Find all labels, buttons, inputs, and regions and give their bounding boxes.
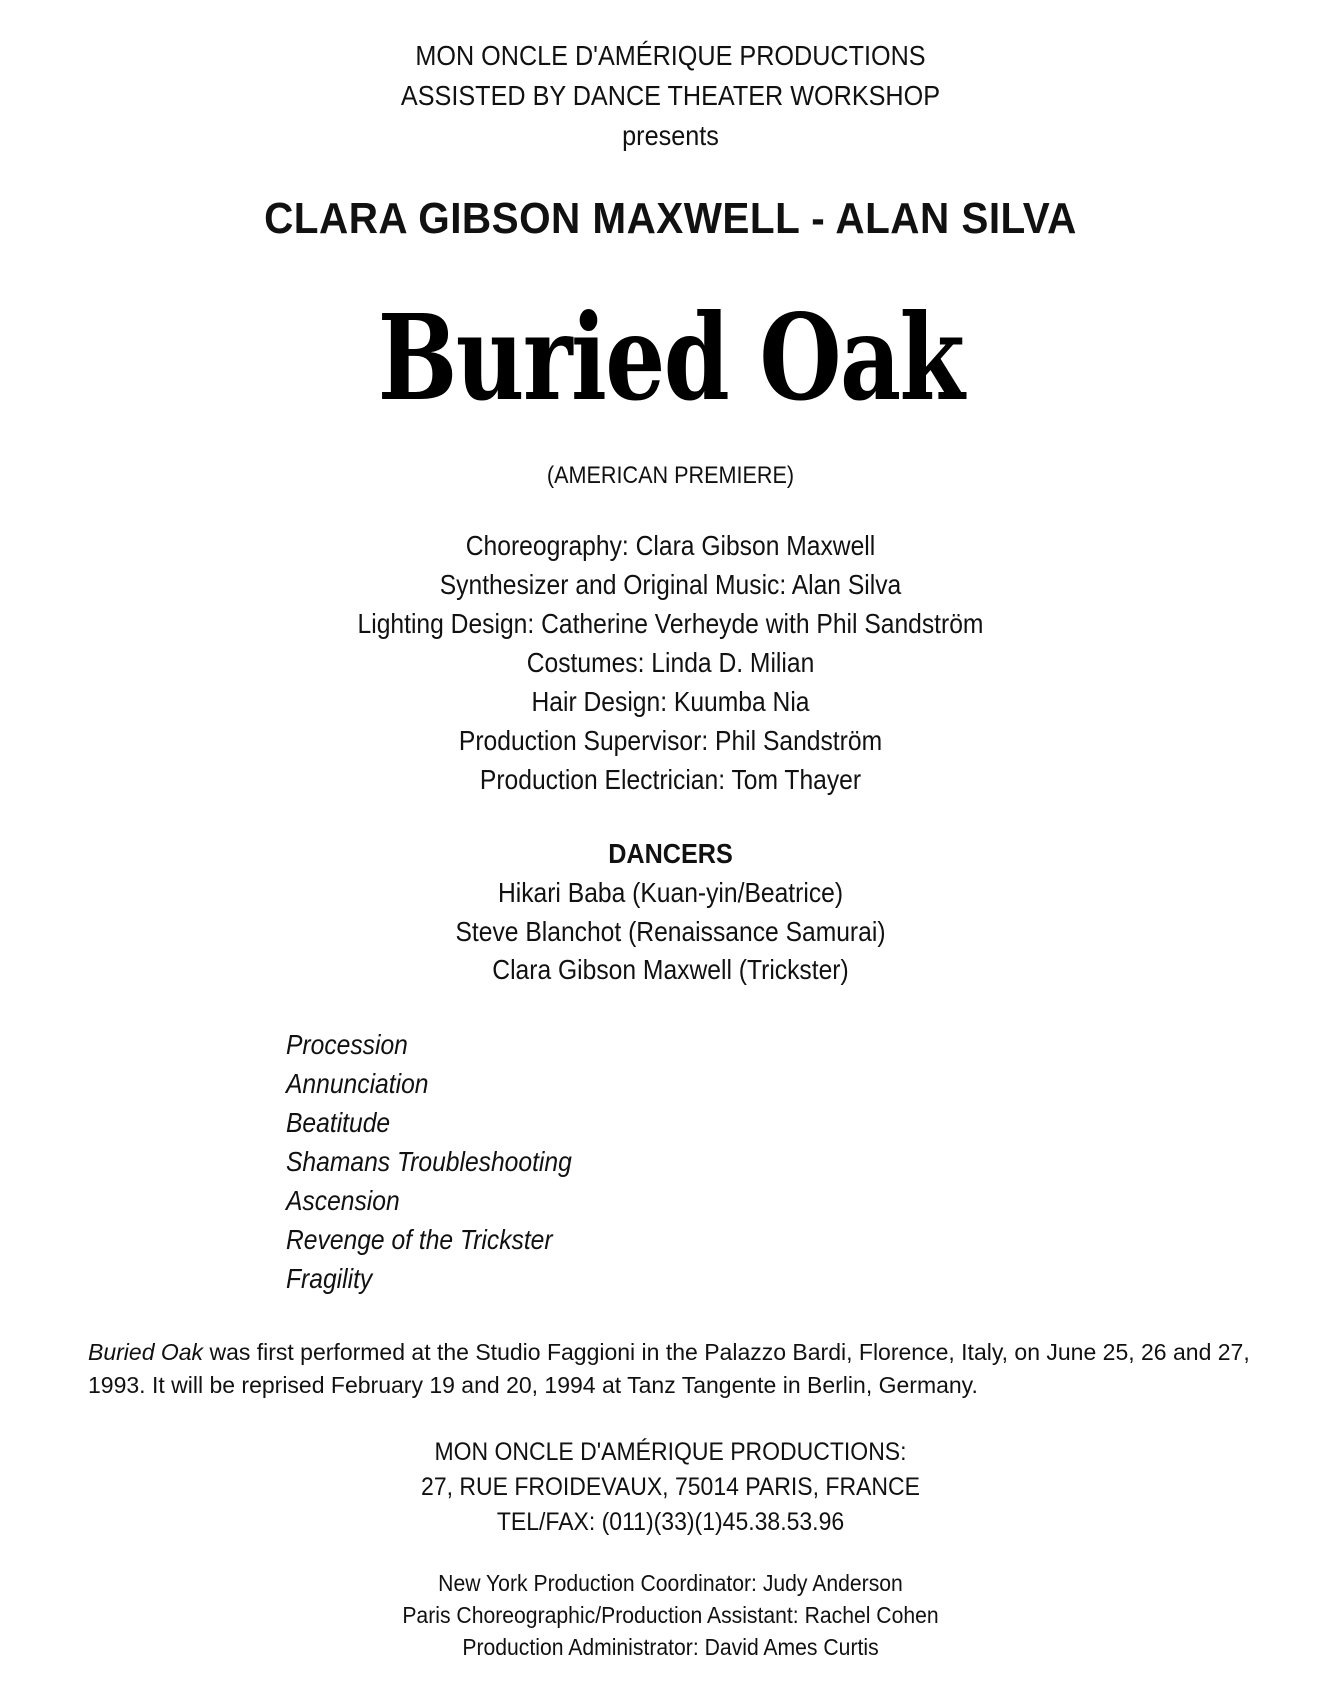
contact-line: TEL/FAX: (011)(33)(1)45.38.53.96 [496, 1508, 845, 1536]
program-section: Procession [286, 1029, 408, 1060]
presenters-block [67, 36, 1274, 156]
program-section: Revenge of the Trickster [286, 1224, 553, 1255]
history-title: Buried Oak [88, 1339, 204, 1365]
credit-line: Synthesizer and Original Music: Alan Silva [439, 569, 902, 600]
credit-line: Costumes: Linda D. Milian [526, 647, 815, 678]
credit-line: Production Supervisor: Phil Sandström [458, 725, 883, 756]
program-section: Fragility [286, 1263, 373, 1294]
address-block [54, 1435, 1288, 1540]
dancers-heading: DANCERS [608, 838, 733, 869]
artists-heading: CLARA GIBSON MAXWELL - ALAN SILVA [264, 194, 1077, 243]
address-line: MON ONCLE D'AMÉRIQUE PRODUCTIONS: [434, 1438, 907, 1466]
credits-list [80, 526, 1260, 799]
program-sections-list [286, 1025, 572, 1298]
presenter-line: ASSISTED BY DANCE THEATER WORKSHOP [400, 80, 941, 111]
premiere-note: (AMERICAN PREMIERE) [546, 462, 795, 489]
staff-list [54, 1567, 1288, 1663]
dancers-list [80, 874, 1260, 990]
address-line: 27, RUE FROIDEVAUX, 75014 PARIS, FRANCE [421, 1473, 920, 1501]
credit-line: Hair Design: Kuumba Nia [531, 686, 810, 717]
credit-line: Production Electrician: Tom Thayer [479, 764, 862, 795]
dancer-line: Steve Blanchot (Renaissance Samurai) [455, 915, 886, 947]
presents-text: presents [622, 120, 719, 151]
history-text: was first performed at the Studio Faggioni in the Palazzo Bardi, Florence, Italy, on June 25, 26 and 27, 1993. It will be reprised February 19 and 20, 1994 at Tanz Tangente in Berlin, Germany. [88, 1339, 1250, 1398]
credit-line: Lighting Design: Catherine Verheyde with Phil Sandström [357, 608, 984, 639]
staff-line: New York Production Coordinator: Judy Anderson [438, 1570, 903, 1596]
presenter-line: MON ONCLE D'AMÉRIQUE PRODUCTIONS [415, 40, 926, 71]
performance-history [88, 1336, 1308, 1402]
staff-line: Paris Choreographic/Production Assistant: Rachel Cohen [402, 1602, 939, 1628]
show-title: Buried Oak [377, 288, 964, 427]
staff-line: Production Administrator: David Ames Curtis [462, 1634, 879, 1660]
program-section: Shamans Troubleshooting [286, 1146, 572, 1177]
dancer-line: Hikari Baba (Kuan-yin/Beatrice) [497, 877, 844, 908]
program-section: Ascension [286, 1185, 400, 1216]
program-section: Beatitude [286, 1107, 391, 1138]
credit-line: Choreography: Clara Gibson Maxwell [465, 530, 876, 561]
dancer-line: Clara Gibson Maxwell (Trickster) [492, 954, 849, 985]
program-section: Annunciation [286, 1068, 429, 1099]
